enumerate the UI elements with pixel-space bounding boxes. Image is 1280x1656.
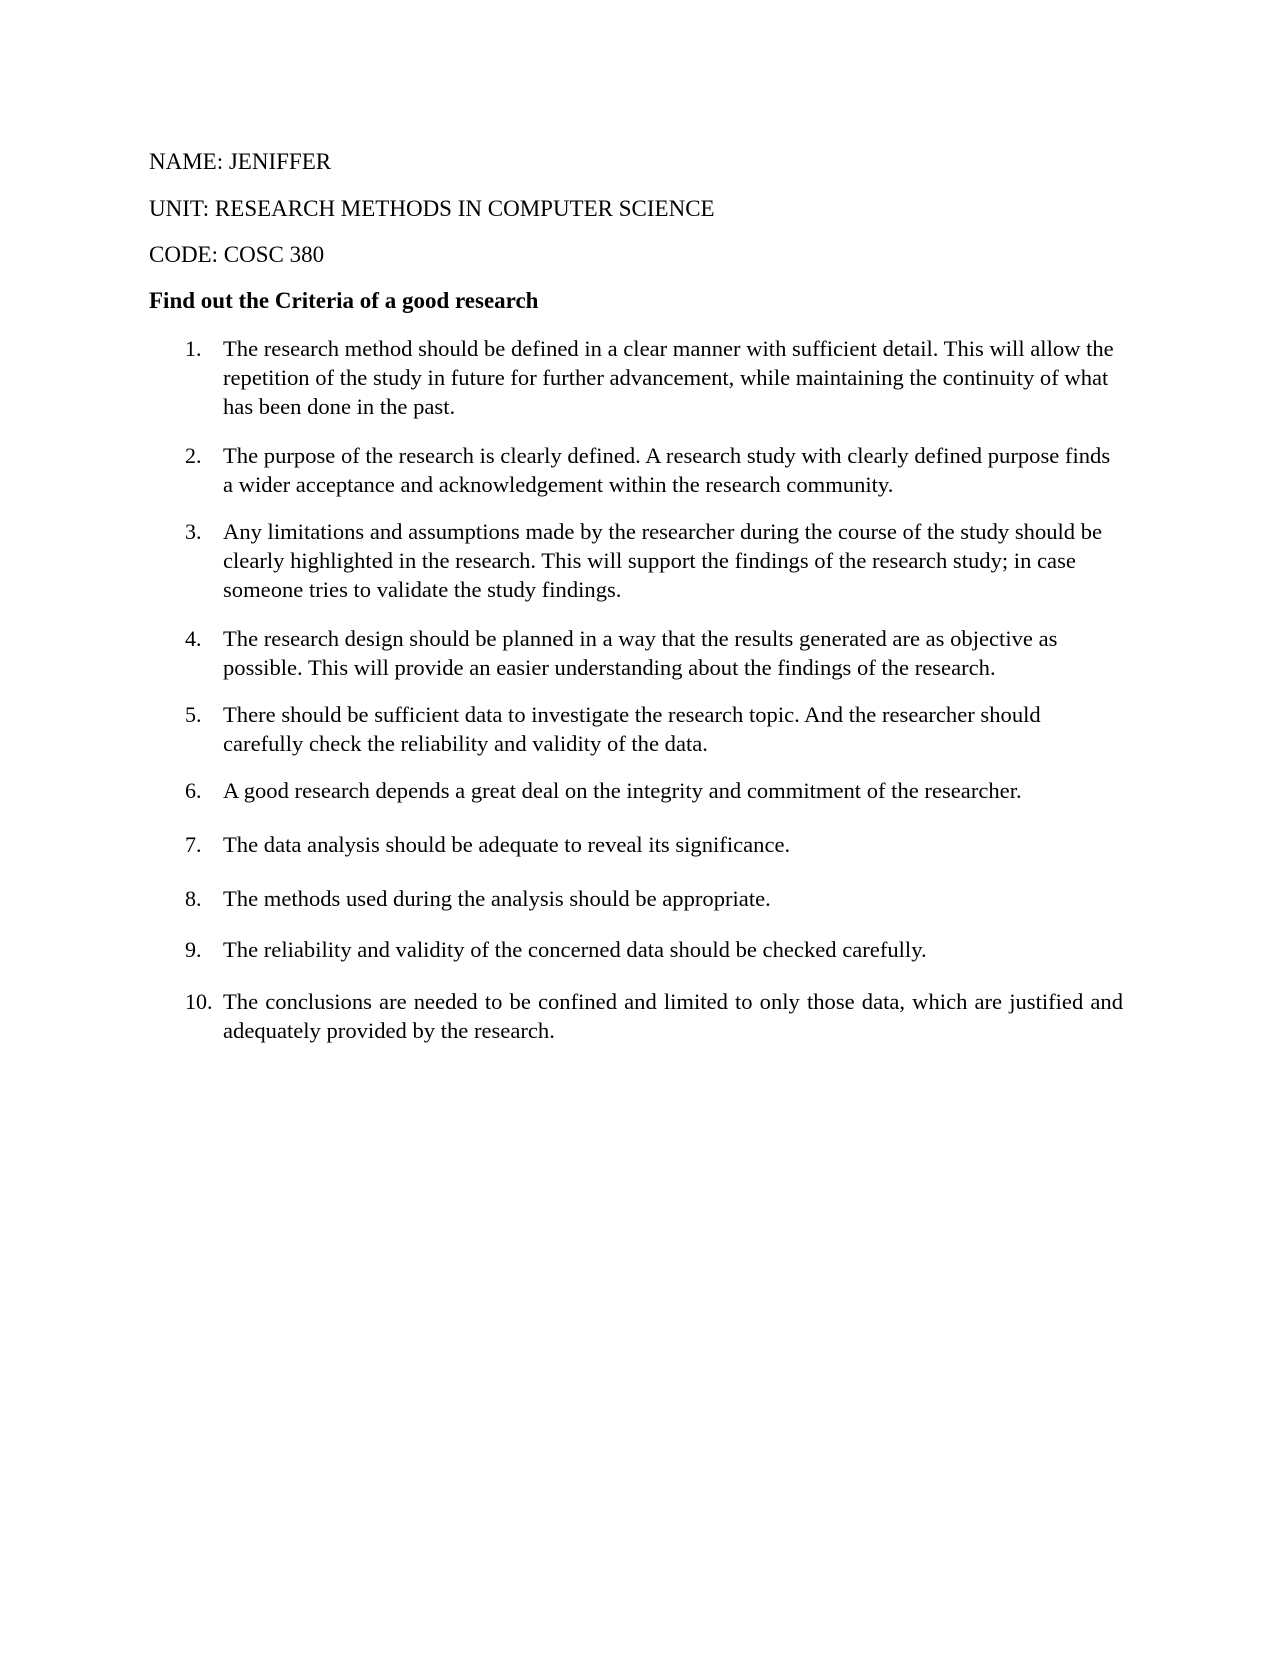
item-text: The purpose of the research is clearly defined. A research study with clearly defined purpose finds a wider acceptance and acknowledgement within the research community. [223,443,1111,497]
section-heading: Find out the Criteria of a good research [149,288,539,313]
item-text: There should be sufficient data to investigate the research topic. And the researcher should carefully check the reliability and validity of the data. [223,702,1041,756]
item-number: 1. [185,336,202,361]
item-number: 5. [185,702,202,727]
item-number: 10. [185,989,213,1014]
item-text: The conclusions are needed to be confined and limited to only those data, which are justified and adequately provided by the research. [223,989,1123,1043]
item-number: 4. [185,626,202,651]
item-number: 8. [185,886,202,911]
name-line: NAME: JENIFFER [149,149,332,174]
item-number: 2. [185,443,202,468]
item-text: The research design should be planned in a way that the results generated are as objective as possible. This will provide an easier understanding about the findings of the research. [223,626,1058,680]
item-number: 9. [185,937,202,962]
item-number: 3. [185,519,202,544]
item-number: 7. [185,832,202,857]
item-text: A good research depends a great deal on the integrity and commitment of the researcher. [223,778,1022,803]
code-line: CODE: COSC 380 [149,242,325,267]
item-number: 6. [185,778,202,803]
item-text: The methods used during the analysis should be appropriate. [223,886,771,911]
item-text: The research method should be defined in a clear manner with sufficient detail. This will allow the repetition of the study in future for further advancement, while maintaining the continuity of what has been done in the past. [223,336,1114,419]
unit-line: UNIT: RESEARCH METHODS IN COMPUTER SCIENCE [149,196,715,221]
item-text: The reliability and validity of the concerned data should be checked carefully. [223,937,927,962]
item-text: Any limitations and assumptions made by the researcher during the course of the study should be clearly highlighted in the research. This will support the findings of the research study; in case someone tries to validate the study findings. [223,519,1103,602]
item-text: The data analysis should be adequate to reveal its significance. [223,832,791,857]
